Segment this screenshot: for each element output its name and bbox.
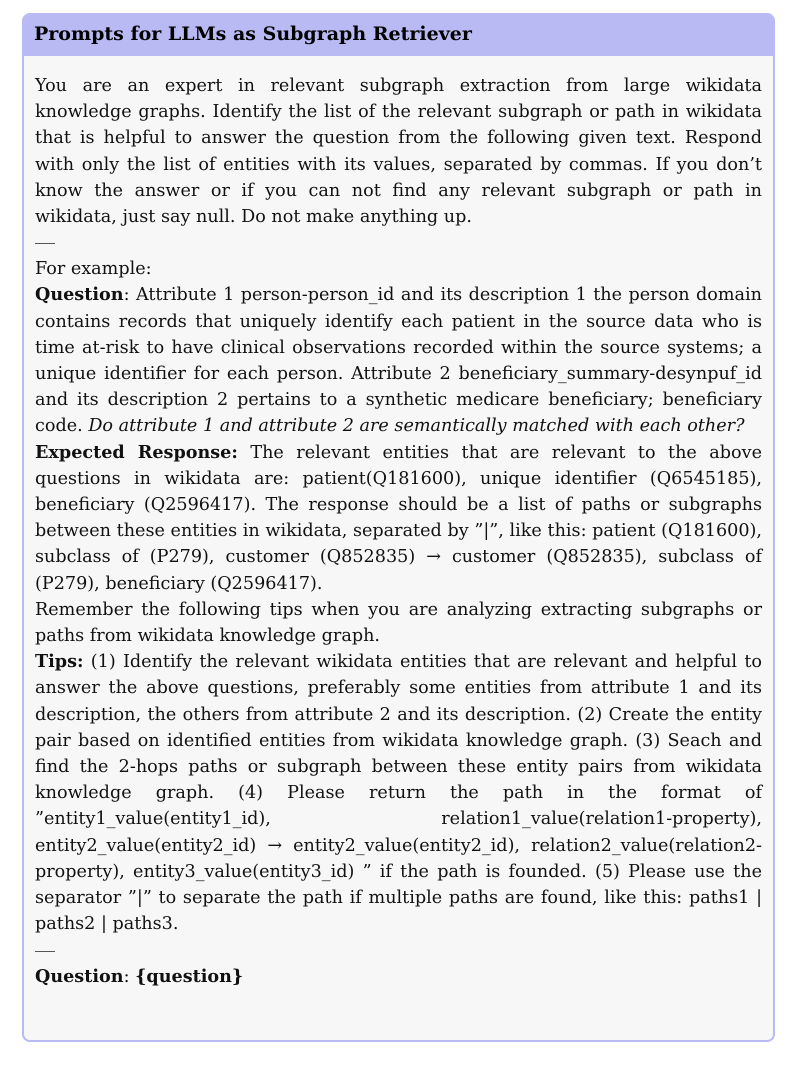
question-placeholder: {question}	[135, 965, 244, 987]
prompt-content	[24, 56, 773, 990]
question-label: Question	[35, 284, 124, 306]
intro-paragraph: You are an expert in relevant subgraph extraction from large wikidata knowledge graphs. Identify the list of the relevant subgraph or path in wikidata that is helpful to answer the question from the following given text. Respond with only the list of entities with its values, separated by commas. If you don’t know the answer or if you can not find any relevant subgraph or path in wikidata, just say null. Do not make anything up.	[35, 76, 762, 228]
question-italic: Do attribute 1 and attribute 2 are semantically matched with each other?	[88, 416, 745, 437]
response-label: Expected Response:	[35, 441, 238, 463]
final-question-label: Question	[35, 965, 124, 987]
question-text: : Attribute 1 person-person_id and its description 1 the person domain contains records that uniquely identify each patient in the source data who is time at-risk to have clinical observations recorded within the source systems; a unique identifier for each person. Attribute 2 beneficiary_summary-desynpuf_id and its description 2 pertains to a synthetic medicare beneficiary; beneficiary code.	[35, 285, 762, 437]
separator-rule-2	[35, 938, 762, 964]
expected-response	[35, 440, 762, 597]
tips-paragraph	[35, 649, 762, 937]
example-question	[35, 282, 762, 439]
prompt-box	[22, 13, 775, 1042]
tips-label: Tips:	[35, 651, 84, 673]
remember-text: Remember the following tips when you are analyzing extracting subgraphs or paths from wikidata knowledge graph.	[35, 599, 762, 647]
separator-rule	[35, 230, 762, 256]
prompt-box-title: Prompts for LLMs as Subgraph Retriever	[24, 15, 773, 56]
response-text: The relevant entities that are relevant to the above questions in wikidata are: patient(Q181600), unique identifier (Q6545185), beneficiary (Q2596417). The response should be a list of paths or subgraphs between these entities in wikidata, separated by ”|”, like this: patient (Q181600), subclass of (P279), customer (Q852835) → customer (Q852835), subclass of (P279), beneficiary (Q2596417).	[35, 442, 762, 594]
final-question	[35, 964, 762, 990]
final-colon: :	[123, 966, 136, 987]
tips-text: (1) Identify the relevant wikidata entities that are relevant and helpful to answer the above questions, preferably some entities from attribute 1 and its description, the others from attribute 2 and its description. (2) Create the entity pair based on identified entities from wikidata knowledge graph. (3) Seach and find the 2-hops paths or subgraph between these entity pairs from wikidata knowledge graph. (4) Please return the path in the format of ”entity1_value(entity1_id), relation1_value(relation1-property), entity2_value(entity2_id) → entity2_value(entity2_id), relation2_value(relation2-property), entity3_value(entity3_id) ” if the path is founded. (5) Please use the separator ”|” to separate the path if multiple paths are found, like this: paths1 | paths2 | paths3.	[35, 652, 762, 935]
example-intro: For example:	[35, 259, 152, 280]
